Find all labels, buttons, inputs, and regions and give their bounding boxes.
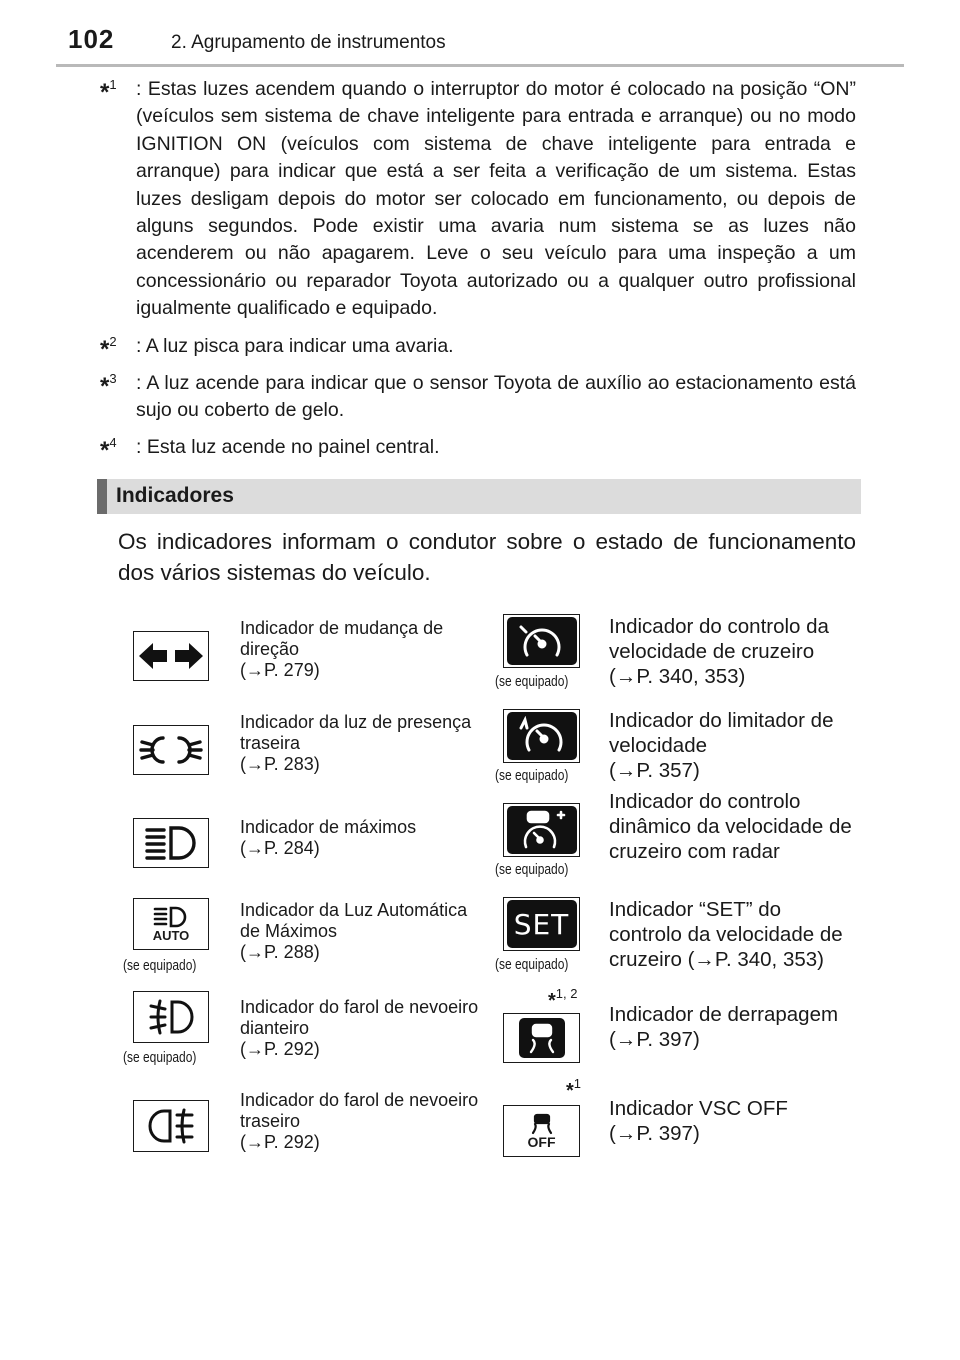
page-header: [0, 0, 960, 60]
turn-signal-icon: [133, 631, 209, 681]
indicator-label: Indicador de máximos (→P. 284): [240, 817, 417, 858]
auto-label: AUTO: [152, 928, 190, 943]
set-label: SET: [513, 907, 570, 941]
front-fog-icon: [133, 991, 209, 1043]
indicator-label: Indicador do controlo dinâmico da velocidade de cruzeiro com radar: [609, 790, 852, 863]
footnote-text: : Esta luz acende no painel central.: [136, 436, 440, 458]
slip-icon: [503, 1013, 580, 1063]
footnote-1: *$^1$ : Estas luzes acendem quando o interruptor do motor é colocado na posição “ON” (veículos sem sistema de chave inteligente para entrada e arranque) ou no modo IGNITION ON (veículos com sistema de chave inteligente para entrada e arranque) para indicar que está a ser feita a verificação de um sistema. Estas luzes desligam depois do motor ser colocado em funcionamento, ou depois de alguns segundos. Pode existir uma avaria num sistema se as luzes não acenderem ou não apagarem. Leve o seu veículo para uma inspeção a um concessionário ou reparador Toyota autorizado ou a qualquer outro profissional igualmente qualificado e equipado.: [100, 76, 856, 323]
indicator-label: Indicador de mudança de direção (→P. 279): [240, 618, 444, 680]
equipped-note: (se equipado): [495, 767, 569, 784]
indicator-label: Indicador do farol de nevoeiro dianteiro (→P. 292): [240, 997, 479, 1059]
cruise-control-icon: [503, 614, 580, 668]
header-divider: [56, 64, 904, 67]
page-number: 102: [68, 24, 115, 54]
vsc-off-icon: [503, 1105, 580, 1157]
indicator-label: Indicador VSC OFF (→P. 397): [609, 1097, 788, 1145]
footnote-3: *$^3$ : A luz acende para indicar que o sensor Toyota de auxílio ao estacionamento está sujo ou coberto de gelo.: [100, 370, 856, 425]
equipped-note: (se equipado): [123, 1049, 197, 1066]
speed-limiter-icon: [503, 709, 580, 763]
indicator-label: Indicador do limitador de velocidade (→P. 357): [609, 709, 834, 782]
equipped-note: (se equipado): [123, 957, 197, 974]
footnote-text: : A luz acende para indicar que o sensor Toyota de auxílio ao estacionamento está sujo ou coberto de gelo.: [136, 372, 856, 422]
footnote-4: *$^4$ : Esta luz acende no painel central.: [100, 434, 856, 461]
footnote-number: 3: [109, 371, 117, 386]
off-label: OFF: [527, 1133, 556, 1150]
footnote-marker: *1, 2: [548, 986, 578, 1012]
high-beam-icon: [133, 818, 209, 868]
chapter-title: 2. Agrupamento de instrumentos: [171, 32, 446, 53]
footnote-number: 1: [109, 77, 117, 92]
indicator-label: Indicador de derrapagem (→P. 397): [609, 1003, 839, 1051]
section-header: [97, 479, 861, 514]
section-accent: [97, 479, 107, 514]
radar-cruise-icon: [503, 803, 580, 857]
footnote-marker: *1: [566, 1076, 582, 1102]
footnote-2: *$^2$ : A luz pisca para indicar uma avaria.: [100, 333, 856, 360]
rear-fog-icon: [133, 1100, 209, 1152]
footnote-number: 4: [109, 435, 117, 450]
auto-high-beam-icon: [133, 898, 209, 950]
set-icon: [503, 897, 580, 951]
equipped-note: (se equipado): [495, 673, 569, 690]
footnote-text: : Estas luzes acendem quando o interruptor do motor é colocado na posição “ON” (veículos sem sistema de chave inteligente para entrada e arranque) ou no modo IGNITION ON (veículos com sistema de chave inteligente para entrada e arranque) para indicar que está a ser feita a verificação de um sistema. Estas luzes desligam depois do motor ser colocado em funcionamento, ou depois de alguns segundos. Pode existir uma avaria num sistema se as luzes não acenderem ou não apagarem. Leve o seu veículo para uma inspeção a um concessionário ou reparador Toyota autorizado ou a qualquer outro profissional igualmente qualificado e equipado.: [136, 78, 856, 320]
indicator-label: Indicador do farol de nevoeiro traseiro (→P. 292): [240, 1090, 479, 1152]
footnote-text: : A luz pisca para indicar uma avaria.: [136, 335, 454, 357]
indicator-label: Indicador “SET” do controlo da velocidade de cruzeiro (→P. 340, 353): [609, 898, 843, 971]
equipped-note: (se equipado): [495, 956, 569, 973]
equipped-note: (se equipado): [495, 861, 569, 878]
indicator-label: Indicador da luz de presença traseira (→P. 283): [240, 712, 472, 774]
indicator-label: Indicador do controlo da velocidade de cruzeiro (→P. 340, 353): [609, 615, 829, 688]
tail-light-icon: [133, 725, 209, 775]
footnote-number: 2: [109, 334, 117, 349]
section-title: Indicadores: [116, 484, 234, 507]
section-intro: Os indicadores informam o condutor sobre o estado de funcionamento dos vários sistemas do veículo.: [118, 529, 856, 585]
indicator-label: Indicador da Luz Automática de Máximos (→P. 288): [240, 900, 468, 962]
